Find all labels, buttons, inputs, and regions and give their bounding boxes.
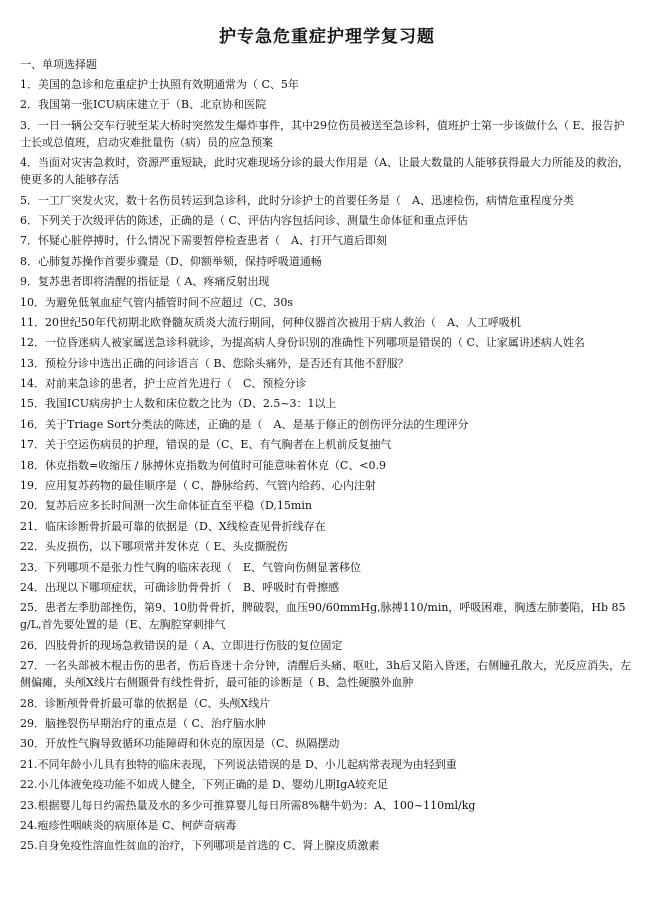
question-item: 28．诊断颅骨骨折最可靠的依据是（C、头颅X线片 — [20, 696, 271, 710]
question-item: 23．下列哪项不是张力性气胸的临床表现（ E、气管向伤侧显著移位 — [20, 560, 362, 574]
question-item: 16．关于Triage Sort分类法的陈述，正确的是（ A、是基于修正的创伤评分法的生理评分 — [20, 417, 469, 431]
question-item: 6．下列关于次级评估的陈述，正确的是（ C、评估内容包括问诊、测量生命体征和重点评估 — [20, 213, 468, 227]
section-heading: 一、单项选择题 — [20, 58, 97, 71]
question-item: 23.根据婴儿每日约需热量及水的多少可推算婴儿每日所需8%糖牛奶为：A、100~110ml/kg — [20, 798, 476, 812]
document-title: 护专急危重症护理学复习题 — [219, 27, 435, 47]
question-item: 26．四肢骨折的现场急救错误的是（ A、立即进行伤肢的复位固定 — [20, 638, 343, 652]
question-item: 1．美国的急诊和危重症护士执照有效期通常为（ C、5年 — [20, 78, 299, 91]
question-item: 24．出现以下哪项症状，可确诊肋骨骨折（ B、呼吸时有骨擦感 — [20, 580, 340, 594]
question-item: 24.疱疹性咽峡炎的病原体是 C、柯萨奇病毒 — [20, 818, 237, 832]
question-item: 27．一名头部被木棍击伤的患者，伤后昏迷十余分钟，清醒后头痛、呕吐，3h后又陷入昏迷，右侧瞳孔散大，光反应消失，左侧偏瘫，头颅X线片右侧颞骨有线性骨折，最可能的诊断是（ B、急性硬膜外血肿 — [20, 659, 632, 690]
question-item: 2．我国第一张ICU病床建立于（B、北京协和医院 — [20, 98, 267, 112]
question-item: 4．当面对灾害急救时，资源严重短缺，此时灾难现场分诊的最大作用是（A、让最大数量的人能够获得最大力所能及的救治，使更多的人能够存活 — [20, 156, 629, 187]
question-item: 21.不同年龄小儿具有独特的临床表现，下列说法错误的是 D、小儿起病常表现为由轻到重 — [20, 757, 457, 771]
question-item: 18．休克指数=收缩压 / 脉搏休克指数为何值时可能意味着休克（C、<0.9 — [20, 458, 387, 472]
question-item: 5．一工厂突发火灾，数十名伤员转运到急诊科，此时分诊护士的首要任务是（ A、迅速检伤，病情危重程度分类 — [20, 193, 574, 207]
question-item: 25.自身免疫性溶血性贫血的治疗，下列哪项是首选的 C、肾上腺皮质激素 — [20, 839, 380, 853]
question-item: 30．开放性气胸导致循环功能障碍和休克的原因是（C、纵隔摆动 — [20, 737, 340, 751]
question-item: 12．一位昏迷病人被家属送急诊科就诊，为提高病人身份识别的准确性下列哪项是错误的（ C、让家属讲述病人姓名 — [20, 336, 585, 350]
question-item: 19．应用复苏药物的最佳顺序是（ C、静脉给药、气管内给药、心内注射 — [20, 479, 376, 493]
question-item: 8．心肺复苏操作首要步骤是（D、仰额举颏，保持呼吸道通畅 — [20, 254, 322, 268]
question-item: 22.小儿体液免疫功能不如成人健全，下列正确的是 D、婴幼儿期IgA较充足 — [20, 778, 389, 792]
question-item: 15．我国ICU病房护士人数和床位数之比为（D、2.5~3：1以上 — [20, 397, 337, 411]
question-item: 29．脑挫裂伤早期治疗的重点是（ C、治疗脑水肿 — [20, 716, 266, 730]
question-item: 13．预检分诊中选出正确的问诊语言（ B、您除头痛外，是否还有其他不舒服？ — [20, 356, 409, 370]
question-item: 17．关于空运伤病员的护理，错误的是（C、E、有气胸者在上机前反复抽气 — [20, 438, 392, 452]
question-item: 10．为避免低氧血症气管内插管时间不应超过（C、30s — [20, 295, 294, 309]
question-item: 21．临床诊断骨折最可靠的依据是（D、X线检查见骨折线存在 — [20, 519, 326, 533]
question-item: 7．怀疑心脏停搏时，什么情况下需要暂停检查患者（ A、打开气道后即刻 — [20, 234, 387, 248]
question-item: 3．一日一辆公交车行驶至某大桥时突然发生爆炸事件，其中29位伤员被送至急诊科，值班护士第一步该做什么（ E、报告护士长或总值班，启动灾难批量伤（病）员的应急预案 — [20, 118, 625, 149]
question-item: 20．复苏后应多长时间测一次生命体征直至平稳（D,15min — [20, 499, 312, 513]
question-item: 11．20世纪50年代初期北欧脊髓灰质炎大流行期间，何种仪器首次被用于病人救治（ A、人工呼吸机 — [20, 315, 521, 329]
question-item: 22．头皮损伤，以下哪项常并发休克（ E、头皮撕脱伤 — [20, 540, 288, 554]
question-list — [20, 76, 634, 854]
question-item: 9．复苏患者即将清醒的指征是（ A、疼痛反射出现 — [20, 275, 270, 289]
question-item: 14．对前来急诊的患者，护士应首先进行（ C、预检分诊 — [20, 377, 307, 391]
question-item: 25．患者左季肋部挫伤，第9、10肋骨骨折，脾破裂，血压90/60mmHg,脉搏110/min，呼吸困难，胸透左肺萎陷，Hb 85g/L,首先要处置的是（E、左胸腔穿刺排气 — [20, 601, 626, 632]
